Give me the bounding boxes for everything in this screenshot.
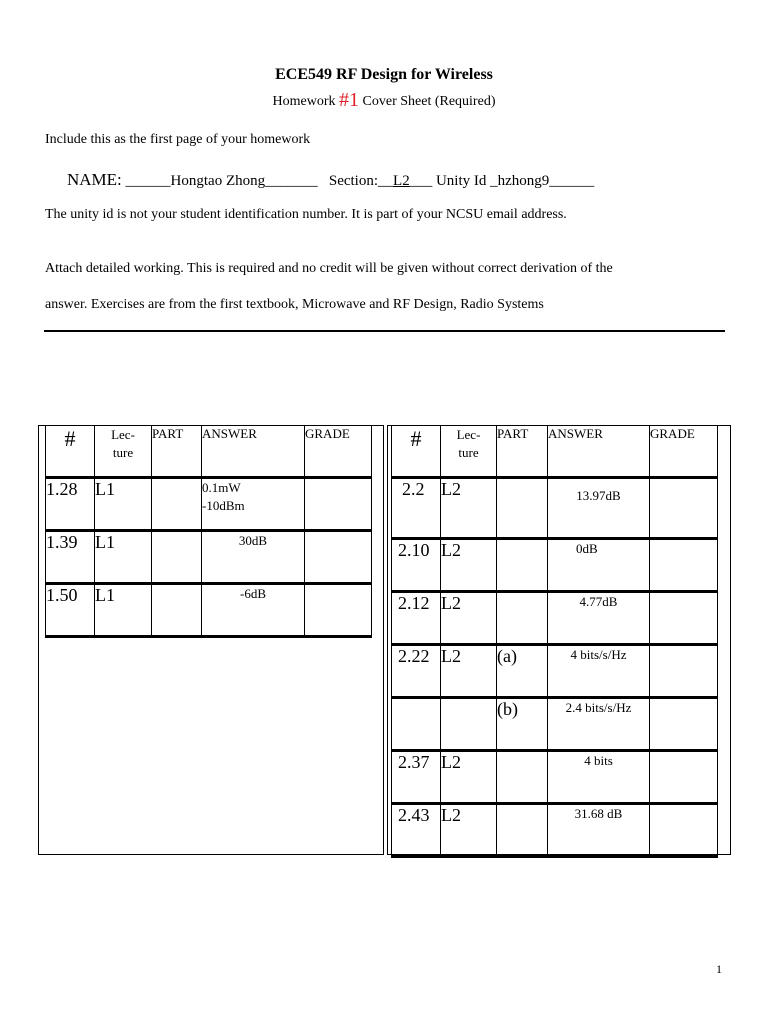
section-value: L2 xyxy=(393,173,410,189)
lecture-value: L1 xyxy=(95,478,152,531)
part-value xyxy=(497,539,548,592)
lecture-value: L2 xyxy=(441,592,497,645)
lecture-value: L2 xyxy=(441,539,497,592)
header-number: # xyxy=(392,426,441,478)
unity-note: The unity id is not your student identification number. It is part of your NCSU email address. xyxy=(45,207,567,222)
table-row xyxy=(46,478,372,531)
header-answer: ANSWER xyxy=(548,426,650,478)
section-post: ___ xyxy=(409,173,433,189)
grade-value xyxy=(650,698,718,751)
problem-number: 2.43 xyxy=(392,804,441,857)
part-value: (a) xyxy=(497,645,548,698)
grade-value xyxy=(650,592,718,645)
lecture-value: L2 xyxy=(441,478,497,539)
left-table-header xyxy=(46,426,372,478)
problem-number: 1.39 xyxy=(46,531,95,584)
header-part: PART xyxy=(152,426,202,478)
attach-instruction-line1: Attach detailed working. This is required and no credit will be given without correct derivation of the xyxy=(45,261,613,276)
lecture-value xyxy=(441,698,497,751)
answer-value: 30dB xyxy=(202,531,305,584)
part-value xyxy=(497,804,548,857)
table-row xyxy=(392,592,718,645)
problem-number: 2.37 xyxy=(392,751,441,804)
table-row xyxy=(392,804,718,857)
part-value: (b) xyxy=(497,698,548,751)
problem-number: 1.50 xyxy=(46,584,95,637)
problem-number: 2.10 xyxy=(392,539,441,592)
table-row xyxy=(392,751,718,804)
problem-number: 2.12 xyxy=(392,592,441,645)
lecture-value: L1 xyxy=(95,531,152,584)
grade-value xyxy=(305,531,372,584)
grade-value xyxy=(650,804,718,857)
answer-value: 31.68 dB xyxy=(548,804,650,857)
table-row xyxy=(392,478,718,539)
table-row xyxy=(46,584,372,637)
lecture-value: L1 xyxy=(95,584,152,637)
name-label: NAME: xyxy=(67,170,122,189)
table-row xyxy=(392,698,718,751)
answer-value: 13.97dB xyxy=(548,478,650,539)
table-row xyxy=(392,539,718,592)
homework-number: #1 xyxy=(339,89,360,111)
grade-value xyxy=(650,478,718,539)
first-page-instruction: Include this as the first page of your homework xyxy=(45,132,311,147)
subtitle-prefix: Homework xyxy=(272,94,336,109)
header-answer: ANSWER xyxy=(202,426,305,478)
grade-value xyxy=(650,751,718,804)
problem-number: 2.22 xyxy=(392,645,441,698)
grade-value xyxy=(305,478,372,531)
answer-value: 2.4 bits/s/Hz xyxy=(548,698,650,751)
header-part: PART xyxy=(497,426,548,478)
unity-value: _hzhong9______ xyxy=(490,173,595,189)
header-grade: GRADE xyxy=(305,426,372,478)
part-value xyxy=(497,592,548,645)
part-value xyxy=(152,478,202,531)
lecture-value: L2 xyxy=(441,804,497,857)
section-label: Section: xyxy=(328,173,379,189)
part-value xyxy=(152,584,202,637)
table-row xyxy=(46,531,372,584)
student-info-line xyxy=(67,170,594,190)
grade-value xyxy=(305,584,372,637)
answer-value: 0dB xyxy=(548,539,650,592)
grade-value xyxy=(650,539,718,592)
header-number: # xyxy=(46,426,95,478)
unity-label: Unity Id xyxy=(435,173,487,189)
answer-value: 0.1mW -10dBm xyxy=(202,478,305,531)
lecture-value: L2 xyxy=(441,645,497,698)
part-value xyxy=(497,478,548,539)
name-value: ______Hongtao Zhong_______ xyxy=(125,173,318,189)
page-number: 1 xyxy=(716,962,722,976)
attach-instruction-line2: answer. Exercises are from the first textbook, Microwave and RF Design, Radio Systems xyxy=(45,297,544,312)
problem-number: 1.28 xyxy=(46,478,95,531)
part-value xyxy=(152,531,202,584)
problem-number: 2.2 xyxy=(392,478,441,539)
right-answer-table xyxy=(391,425,718,858)
horizontal-rule xyxy=(44,330,725,332)
lecture-value: L2 xyxy=(441,751,497,804)
answer-value: 4 bits xyxy=(548,751,650,804)
part-value xyxy=(497,751,548,804)
left-answer-table xyxy=(45,425,372,638)
header-lecture: Lec- ture xyxy=(95,426,152,478)
page-subtitle xyxy=(0,89,768,112)
section-pre: __ xyxy=(378,173,394,189)
answer-value: 4.77dB xyxy=(548,592,650,645)
page-title: ECE549 RF Design for Wireless xyxy=(275,66,493,83)
right-table-header xyxy=(392,426,718,478)
table-row xyxy=(392,645,718,698)
grade-value xyxy=(650,645,718,698)
header-grade: GRADE xyxy=(650,426,718,478)
answer-value: -6dB xyxy=(202,584,305,637)
subtitle-suffix: Cover Sheet (Required) xyxy=(362,94,496,109)
answer-value: 4 bits/s/Hz xyxy=(548,645,650,698)
problem-number xyxy=(392,698,441,751)
header-lecture: Lec- ture xyxy=(441,426,497,478)
